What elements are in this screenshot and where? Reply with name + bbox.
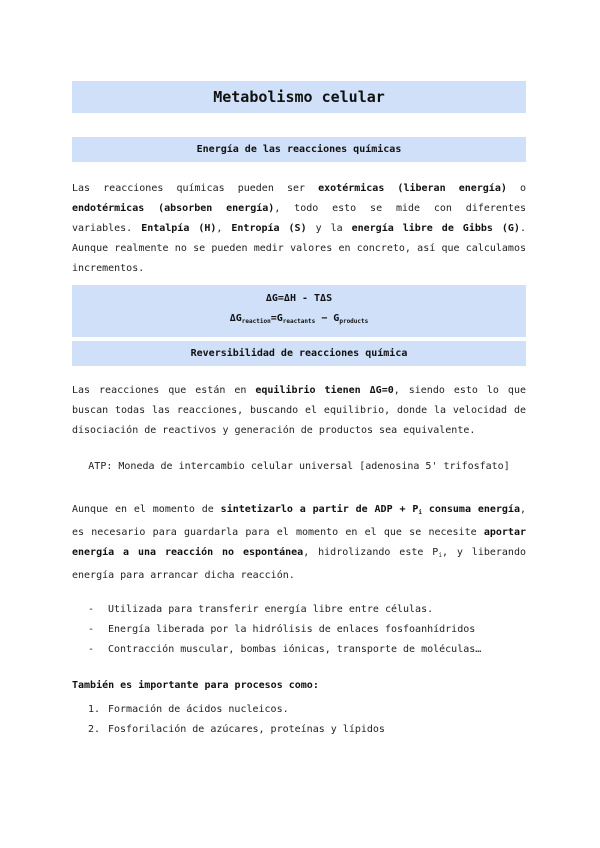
list-item-text: Fosforilación de azúcares, proteínas y lípidos — [108, 724, 385, 735]
text-run: y la — [306, 223, 352, 234]
list-marker: - — [88, 624, 95, 635]
list-item — [88, 720, 385, 740]
text-run: consuma energía — [421, 504, 520, 515]
paragraph-equilibrium — [72, 381, 526, 441]
list-item-text: Formación de ácidos nucleicos. — [108, 704, 289, 715]
list-marker: 2. — [88, 724, 101, 735]
bold-endothermic: endotérmicas (absorben energía) — [72, 203, 275, 214]
list-item — [88, 700, 385, 720]
text-run: o — [506, 183, 526, 194]
text-run: , todo esto se mide con diferentes variables. — [72, 203, 527, 234]
bold-provide-energy: aportar energía a una reacción no espontánea — [72, 527, 526, 558]
list-item — [88, 640, 481, 660]
formula-gibbs: ΔG=ΔH - TΔS — [265, 293, 333, 304]
processes-heading: También es importante para procesos como: — [72, 680, 319, 691]
section-heading-energy — [72, 137, 526, 162]
text-run: Las reacciones químicas pueden ser — [72, 183, 319, 194]
text-run: Aunque en el momento de — [72, 504, 221, 515]
page-title — [72, 81, 526, 113]
bold-synthesis — [221, 504, 520, 515]
atp-definition: ATP: Moneda de intercambio celular universal [adenosina 5' trifosfato] — [88, 461, 510, 472]
page-title-text: Metabolismo celular — [213, 88, 385, 106]
bold-enthalpy: Entalpía (H) — [141, 223, 217, 234]
text-run: , — [216, 223, 232, 234]
bold-gibbs: energía libre de Gibbs (G) — [351, 223, 520, 234]
text-run: . Aunque realmente no se pueden medir valores en concreto, así que calculamos incrementos. — [72, 223, 526, 274]
formula-part: ΔG — [229, 313, 242, 324]
list-marker: - — [88, 604, 95, 615]
formula-sub: products — [339, 318, 369, 325]
list-item-text: Utilizada para transferir energía libre entre células. — [108, 604, 434, 615]
list-item-text: Contracción muscular, bombas iónicas, transporte de moléculas… — [108, 644, 482, 655]
text-run: , hidrolizando este P — [303, 547, 439, 558]
subscript: i — [418, 509, 422, 516]
bold-exothermic: exotérmicas (liberan energía) — [318, 183, 507, 194]
paragraph-atp-synthesis — [72, 500, 526, 586]
formula-sub: reactants — [282, 318, 316, 325]
list-marker: 1. — [88, 704, 101, 715]
formula-sub: reaction — [241, 318, 271, 325]
section-heading-reversibility-text: Reversibilidad de reacciones química — [190, 348, 408, 359]
subscript: i — [438, 552, 442, 559]
text-run: , y liberando energía para arrancar dicha reacción. — [72, 547, 526, 581]
formula-box — [72, 285, 526, 337]
list-item — [88, 600, 481, 620]
formula-reaction — [72, 313, 526, 325]
section-heading-energy-text: Energía de las reacciones químicas — [196, 144, 402, 155]
list-item — [88, 620, 481, 640]
formula-part: =G — [270, 313, 283, 324]
bold-equilibrium: equilibrio tienen ΔG=0 — [255, 385, 394, 396]
processes-list — [88, 700, 385, 740]
text-run: Las reacciones que están en — [72, 385, 256, 396]
atp-uses-list — [88, 600, 481, 660]
text-run: sintetizarlo a partir de ADP + P — [220, 504, 419, 515]
formula-part: − G — [315, 313, 340, 324]
text-run: , es necesario para guardarla para el momento en el que se necesite — [72, 504, 526, 538]
list-marker: - — [88, 644, 95, 655]
text-run: , siendo esto lo que buscan todas las reacciones, buscando el equilibrio, donde la velocidad de disociación de reactivos y generación de productos sea equivalente. — [72, 385, 526, 436]
list-item-text: Energía liberada por la hidrólisis de enlaces fosfoanhídridos — [108, 624, 476, 635]
bold-entropy: Entropía (S) — [231, 223, 307, 234]
section-heading-reversibility — [72, 341, 526, 366]
paragraph-reactions — [72, 179, 526, 279]
